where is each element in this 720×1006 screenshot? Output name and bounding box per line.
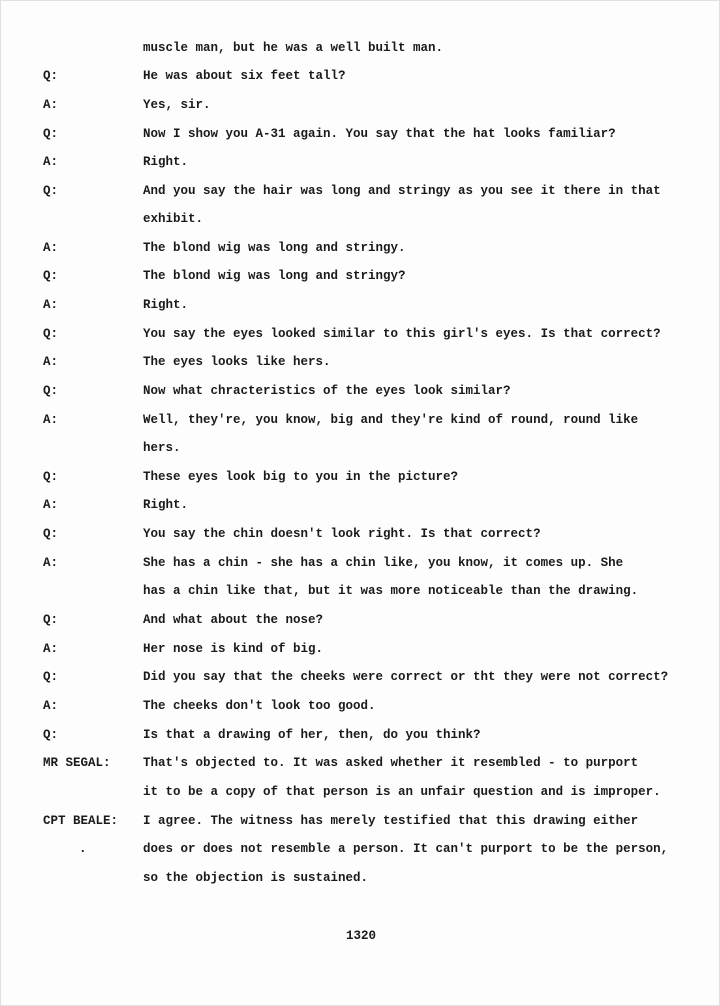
speaker-label: A:	[43, 155, 59, 169]
speaker-label: Q:	[43, 327, 59, 341]
speaker-label: Q:	[43, 127, 59, 141]
line-text: And you say the hair was long and stringy as you see it there in that	[143, 184, 661, 198]
line-text: has a chin like that, but it was more noticeable than the drawing.	[143, 584, 639, 598]
transcript-line	[1, 379, 720, 403]
line-text: Right.	[143, 298, 189, 312]
line-text: muscle man, but he was a well built man.	[143, 41, 444, 55]
transcript-line	[1, 236, 720, 260]
line-text: Right.	[143, 498, 189, 512]
transcript-line	[1, 150, 720, 174]
transcript-line	[1, 522, 720, 546]
line-text: I agree. The witness has merely testified that this drawing either	[143, 814, 639, 828]
transcript-line	[1, 723, 720, 747]
transcript-line	[1, 179, 720, 203]
speaker-label: A:	[43, 413, 59, 427]
line-text: Did you say that the cheeks were correct or tht they were not correct?	[143, 670, 669, 684]
line-text: Right.	[143, 155, 189, 169]
transcript-line	[1, 36, 720, 60]
line-text: Is that a drawing of her, then, do you think?	[143, 728, 481, 742]
speaker-label: A:	[43, 498, 59, 512]
speaker-label: Q:	[43, 384, 59, 398]
line-text: Yes, sir.	[143, 98, 211, 112]
transcript-line	[1, 608, 720, 632]
speaker-label: Q:	[43, 69, 59, 83]
line-text: hers.	[143, 441, 181, 455]
transcript-line	[1, 751, 720, 775]
line-text: These eyes look big to you in the picture?	[143, 470, 459, 484]
transcript-line	[1, 207, 720, 231]
transcript-line	[1, 64, 720, 88]
speaker-label: Q:	[43, 470, 59, 484]
line-text: Her nose is kind of big.	[143, 642, 324, 656]
transcript-line	[1, 637, 720, 661]
transcript-line	[1, 551, 720, 575]
speaker-label: A:	[43, 98, 59, 112]
speaker-label: A:	[43, 355, 59, 369]
transcript-line	[1, 436, 720, 460]
line-text: You say the chin doesn't look right. Is that correct?	[143, 527, 541, 541]
speaker-label: Q:	[43, 527, 59, 541]
speaker-label: Q:	[43, 613, 59, 627]
line-text: The cheeks don't look too good.	[143, 699, 376, 713]
line-text: it to be a copy of that person is an unfair question and is improper.	[143, 785, 661, 799]
line-text: Now I show you A-31 again. You say that the hat looks familiar?	[143, 127, 616, 141]
speaker-label: A:	[43, 699, 59, 713]
speaker-label: Q:	[43, 670, 59, 684]
line-text: And what about the nose?	[143, 613, 324, 627]
line-text: The blond wig was long and stringy.	[143, 241, 406, 255]
page-number: 1320	[345, 929, 376, 943]
transcript-line	[1, 322, 720, 346]
transcript-line	[1, 665, 720, 689]
speaker-label: A:	[43, 298, 59, 312]
line-text: exhibit.	[143, 212, 204, 226]
line-text: Now what chracteristics of the eyes look similar?	[143, 384, 511, 398]
transcript-line	[1, 579, 720, 603]
transcript-line	[1, 809, 720, 833]
speaker-label: Q:	[43, 269, 59, 283]
speaker-label: A:	[43, 642, 59, 656]
line-text: That's objected to. It was asked whether it resembled - to purport	[143, 756, 639, 770]
transcript-line	[1, 837, 720, 861]
line-text: The eyes looks like hers.	[143, 355, 331, 369]
speaker-label: MR SEGAL:	[43, 756, 111, 770]
speaker-label: Q:	[43, 728, 59, 742]
transcript-line	[1, 694, 720, 718]
transcript-line	[1, 465, 720, 489]
speaker-label: A:	[43, 241, 59, 255]
line-text: She has a chin - she has a chin like, you know, it comes up. She	[143, 556, 624, 570]
transcript-line	[1, 493, 720, 517]
line-text: does or does not resemble a person. It can't purport to be the person,	[143, 842, 669, 856]
transcript-line	[1, 264, 720, 288]
transcript-line	[1, 293, 720, 317]
transcript-line	[1, 122, 720, 146]
stray-mark: .	[79, 842, 87, 856]
transcript-line	[1, 780, 720, 804]
transcript-line	[1, 93, 720, 117]
transcript-line	[1, 866, 720, 890]
line-text: He was about six feet tall?	[143, 69, 346, 83]
line-text: Well, they're, you know, big and they're kind of round, round like	[143, 413, 639, 427]
transcript-line	[1, 408, 720, 432]
transcript-line	[1, 350, 720, 374]
line-text: The blond wig was long and stringy?	[143, 269, 406, 283]
speaker-label: A:	[43, 556, 59, 570]
speaker-label: CPT BEALE:	[43, 814, 119, 828]
speaker-label: Q:	[43, 184, 59, 198]
line-text: so the objection is sustained.	[143, 871, 369, 885]
line-text: You say the eyes looked similar to this girl's eyes. Is that correct?	[143, 327, 661, 341]
